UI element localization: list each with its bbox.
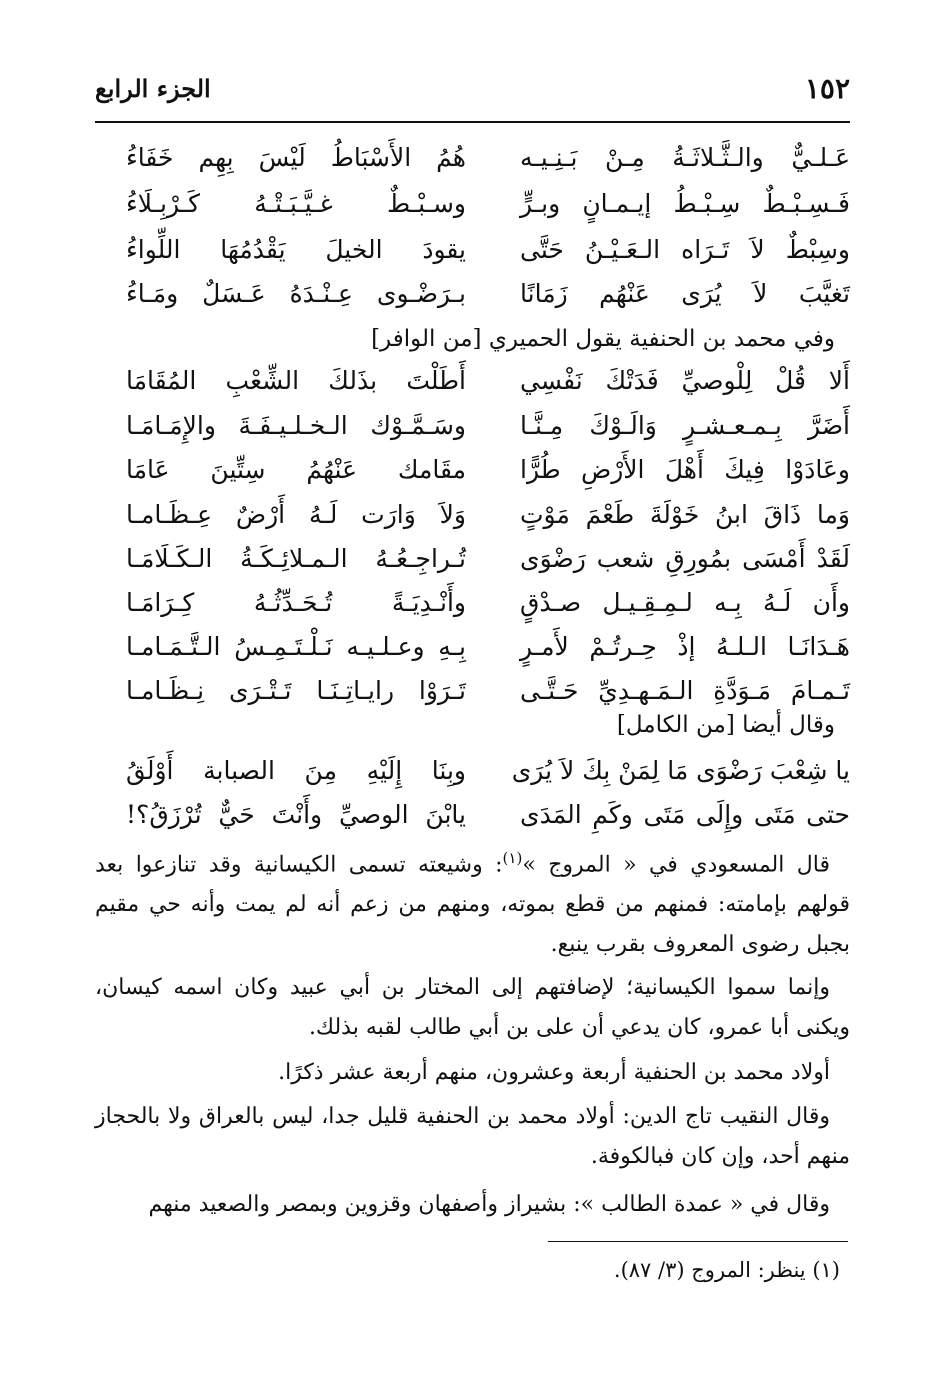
verse-couplet (110, 189, 850, 231)
page-header (95, 72, 850, 112)
verse-hemistich-first: أَلا قُلْ لِلْوصيِّ فَدَتْكَ نَفْسِي (520, 366, 850, 395)
paragraph-text: : وشيعته تسمى الكيسانية وقد تنازعوا بعد قولهم بإمامته: فمنهم من قطع بموته، ومنهم من زعم أنه لم يمت وأنه حي مقيم بجبل رضوى المعروف بقرب ينبع. (95, 852, 850, 958)
verse-hemistich-second: وبِنَا إِلَيْهِ مِنَ الصبابة أَوْلَقُ (126, 756, 466, 785)
prose-paragraph: وإنما سموا الكيسانية؛ لإضافتهم إلى المختار بن أبي عبيد وكان اسمه كيسان، ويكنى أبا عمرو، كان يدعي أن على بن أبي طالب لقبه بذلك. (95, 975, 850, 1040)
verse-couplet (110, 411, 850, 453)
verse-hemistich-second: وأَنْـدِيَـةً تُـحَـدِّثُـهُ كِـرَامَـا (126, 588, 466, 617)
verse-hemistich-first: حتى مَتَى وإِلَى مَتَى وكَمِ المَدَى (520, 800, 850, 829)
verse-hemistich-first: تَـمـامَ مَـوَدَّةِ الـمَـهـدِيِّ حَـتَّـى (520, 676, 850, 705)
verse-hemistich-second: هُمُ الأَسْبَاطُ لَيْسَ بِهِم خَفَاءُ (126, 143, 466, 172)
verse-couplet (110, 279, 850, 321)
verse-couplet (110, 143, 850, 185)
verse-hemistich-second: يقودَ الخيلَ يَقْدُمُهَا اللِّواءُ (126, 235, 466, 264)
verse-hemistich-second: يابْنَ الوصيِّ وأَنْتَ حَيٌّ تُرْزَقُ؟! (126, 800, 466, 829)
prose-paragraph: وقال النقيب تاج الدين: أولاد محمد بن الحنفية قليل جدا، ليس بالعراق ولا بالحجاز منهم أحد، وإن كان فبالكوفة. (95, 1104, 850, 1169)
poem-intro: وقال أيضا [من الكامل] (616, 712, 835, 738)
verse-hemistich-second: وَلاَ وَارَت لَـهُ أَرْضٌ عِـظَـامـا (126, 500, 466, 529)
footnote: (١) ينظر: المروج (٣/ ٨٧). (613, 1258, 840, 1282)
verse-couplet (110, 455, 850, 497)
verse-hemistich-first: يا شِعْبَ رَضْوَى مَا لِمَنْ بِكَ لاَ يُرَى (511, 756, 850, 785)
verse-hemistich-second: وسَـمَّـوْك الـخـلـيـفَـةَ والإِمَـامَـا (126, 411, 466, 440)
verse-hemistich-second: مقَامك عَنْهُمُ سِتِّينَ عَامَا (126, 455, 466, 484)
prose-paragraph (95, 838, 850, 965)
verse-couplet (110, 756, 850, 798)
verse-hemistich-first: تَغيَّبَ لاَ يُرَى عَنْهُم زَمَانًا (520, 279, 850, 308)
verse-hemistich-second: تُـراجِـعُـهُ الـمـلائِـكَـةُ الـكَـلَامَـا (126, 544, 466, 573)
verse-couplet (110, 544, 850, 586)
verse-couplet (110, 632, 850, 674)
verse-couplet (110, 800, 850, 842)
footnote-rule (548, 1241, 848, 1242)
verse-hemistich-first: وأَن لَـهُ بِـه لـمِـقِـيـل صـدْقٍ (520, 588, 850, 617)
verse-hemistich-first: فَـسِـبْـطٌ سِـبْـطُ إيـمـانٍ وبـرٍّ (520, 189, 850, 218)
verse-couplet (110, 235, 850, 277)
prose-paragraph: وقال في « عمدة الطالب »: بشيراز وأصفهان وقزوين وبمصر والصعيد منهم (148, 1192, 830, 1217)
page-number: ١٥٢ (804, 72, 850, 105)
verse-hemistich-second: بِـهِ وعـلـيـه نَـلْـتَـمِـسُ الـتَّـمَـامـا (126, 632, 466, 661)
verse-hemistich-second: تَـرَوْا رايـاتِـنَـا تَـتْـرَى نِـظَـامـا (126, 676, 466, 705)
verse-couplet (110, 366, 850, 408)
poem-intro: وفي محمد بن الحنفية يقول الحميري [من الوافر] (371, 326, 835, 352)
verse-hemistich-first: عَـلـيٌّ والـثَّـلاثَـةُ مِـنْ بَـنِـيـه (520, 143, 850, 172)
prose-paragraph: أولاد محمد بن الحنفية أربعة وعشرون، منهم أربعة عشر ذكرًا. (278, 1060, 830, 1085)
verse-hemistich-first: وعَادَوْا فِيكَ أَهْلَ الأَرْضِ طُرًّا (520, 455, 850, 484)
verse-hemistich-first: وسِبْطٌ لاَ تَـرَاه الـعَـيْـنُ حَتَّى (520, 235, 850, 264)
verse-hemistich-second: أَطَلْتَ بذَلكَ الشِّعْبِ المُقَامَا (126, 366, 466, 395)
verse-couplet (110, 588, 850, 630)
verse-hemistich-second: وسـبْـطٌ غـيَّـبَـتْـهُ كَـرْبِـلَاءُ (126, 189, 466, 218)
paragraph-text: قال المسعودي في « المروج » (522, 852, 830, 878)
footnote-reference: (١) (502, 849, 523, 867)
running-title: الجزء الرابع (95, 74, 211, 103)
header-rule (95, 121, 850, 123)
verse-hemistich-first: أَضَرَّ بِـمـعـشـرٍ وَالَـوْكَ مِـنَّـا (520, 411, 850, 440)
verse-couplet (110, 500, 850, 542)
verse-hemistich-second: بـرَضْـوى عِـنْـدَهُ عَـسَلٌ ومَـاءُ (126, 279, 466, 308)
verse-hemistich-first: هَـدَانَـا الـلـهُ إذْ حِـرتُـمْ لأَمـرٍ (520, 632, 850, 661)
verse-hemistich-first: وَما ذَاقَ ابنُ خَوْلَةَ طَعْمَ مَوْتٍ (520, 500, 850, 529)
verse-hemistich-first: لَقَدْ أَمْسَى بمُورِقِ شعب رَضْوَى (520, 544, 850, 573)
